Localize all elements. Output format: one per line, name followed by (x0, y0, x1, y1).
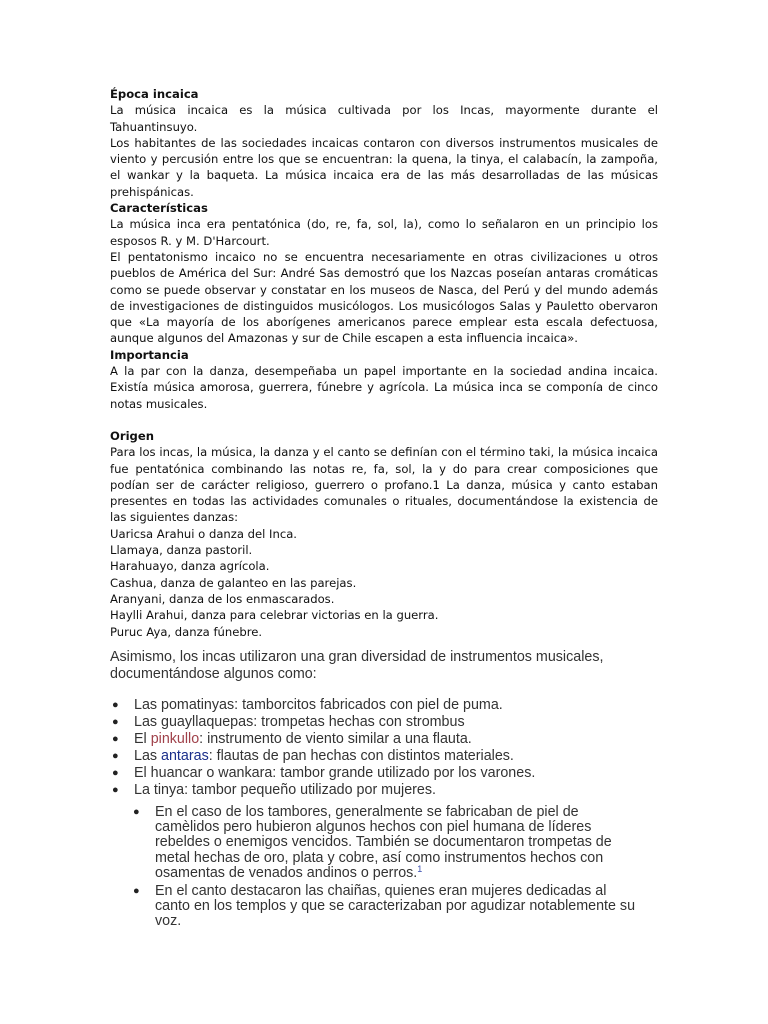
paragraph: El pentatonismo incaico no se encuentra necesariamente en otras civilizaciones u otros pueblos de América del Sur: André Sas demostró que los Nazcas poseían antaras cromáticas como se puede observar y constatar en los museos de Nasca, del Perú y del mundo además de investigaciones de distinguidos musicólogos. Los musicólogos Salas y Pauletto obervaron que «La mayoría de los aborígenes americanos parece emplear esta escala defectuosa, aunque algunos del Amazonas y sur de Chile escapen a esta influencia incaica». (110, 249, 658, 346)
list-item (110, 714, 670, 731)
list-item (110, 782, 670, 799)
notes-list (131, 805, 641, 933)
heading-epoca-incaica: Época incaica (110, 87, 199, 101)
bullet-icon: ● (112, 716, 119, 729)
list-item-text: En el canto destacaron las chaiñas, quienes eran mujeres dedicadas al canto en los templos y que se caracterizaban por agudizar notablemente su voz. (155, 883, 636, 930)
list-item (110, 748, 670, 765)
bullet-icon: ● (112, 784, 119, 797)
instruments-intro: Asimismo, los incas utilizaron una gran diversidad de instrumentos musicales, documentándose algunos como: (110, 649, 604, 682)
bullet-icon: ● (112, 733, 119, 746)
list-item-text: La tinya: tambor pequeño utilizado por mujeres. (134, 782, 437, 799)
list-item (110, 731, 670, 748)
list-item (110, 697, 670, 714)
list-item-text: Las pomatinyas: tamborcitos fabricados con piel de puma. (134, 697, 503, 713)
heading-caracteristicas: Características (110, 201, 208, 216)
list-item-text: Las (134, 748, 162, 765)
list-item-text: : flautas de pan hechas con distintos materiales. (208, 748, 514, 765)
list-item (131, 884, 641, 930)
paragraph: La música incaica es la música cultivada por los Incas, mayormente durante el Tahuantinsuyo. (110, 103, 658, 134)
paragraph: Los habitantes de las sociedades incaicas contaron con diversos instrumentos musicales de viento y percusión entre los que se encuentran: la quena, la tinya, el calabacín, la zampoña, el wankar y la baqueta. La música incaica era de las más desarrolladas de las músicas prehispánicas. (110, 135, 658, 199)
list-item (131, 805, 641, 881)
document-body (110, 86, 658, 640)
list-item-text: El huancar o wankara: tambor grande utilizado por los varones. (134, 765, 536, 782)
list-item-text: En el caso de los tambores, generalmente se fabricaban de piel de camèlidos pero hubieron algunos hechos con piel humana de líderes rebeldes o enemigos vencidos. También se documentaron trompetas de metal hechas de oro, plata y cobre, así como instrumentos hechos con osamentas de venados andinos o perros. (155, 804, 612, 881)
paragraph: A la par con la danza, desempeñaba un papel importante en la sociedad andina incaica. Existía música amorosa, guerrera, fúnebre y agrícola. La música inca se componía de cinco notas musicales. (110, 364, 658, 411)
heading-origen: Origen (110, 428, 154, 443)
bullet-icon: ● (112, 767, 119, 780)
dance-line: Harahuayo, danza agrícola. (110, 559, 270, 574)
dance-line: Haylli Arahui, danza para celebrar victorias en la guerra. (110, 608, 439, 623)
list-item-text: Las guayllaquepas: trompetas hechas con strombus (134, 714, 465, 731)
list-item-text: : instrumento de viento similar a una flauta. (199, 731, 472, 748)
spacer (110, 412, 658, 428)
bullet-icon: ● (133, 806, 140, 818)
list-item (110, 765, 670, 782)
bullet-icon: ● (112, 750, 119, 763)
paragraph: La música inca era pentatónica (do, re, fa, sol, la), como lo señalaron en un principio los esposos R. y M. D'Harcourt. (110, 217, 658, 248)
dance-line: Aranyani, danza de los enmascarados. (110, 591, 335, 606)
dance-line: Cashua, danza de galanteo en las parejas. (110, 575, 357, 590)
list-item-text: El (134, 731, 151, 748)
bullet-icon: ● (112, 699, 119, 711)
dance-line: Uaricsa Arahui o danza del Inca. (110, 526, 297, 541)
bullet-icon: ● (133, 885, 140, 898)
dance-line: Puruc Aya, danza fúnebre. (110, 624, 263, 639)
link-antaras[interactable]: antaras (161, 748, 209, 765)
dance-line: Llamaya, danza pastoril. (110, 543, 253, 558)
instruments-list (110, 697, 670, 800)
heading-importancia: Importancia (110, 347, 189, 362)
footnote-link[interactable]: 1 (417, 863, 423, 874)
paragraph: Para los incas, la música, la danza y el canto se definían con el término taki, la música incaica fue pentatónica combinando las notas re, fa, sol, la y do para crear composiciones que podían ser de carácter religioso, guerrero o profano.1 La danza, música y canto estaban presentes en todas las actividades comunales o rituales, documentándose la existencia de las siguientes danzas: (110, 445, 658, 525)
link-pinkullo[interactable]: pinkullo (150, 731, 200, 748)
